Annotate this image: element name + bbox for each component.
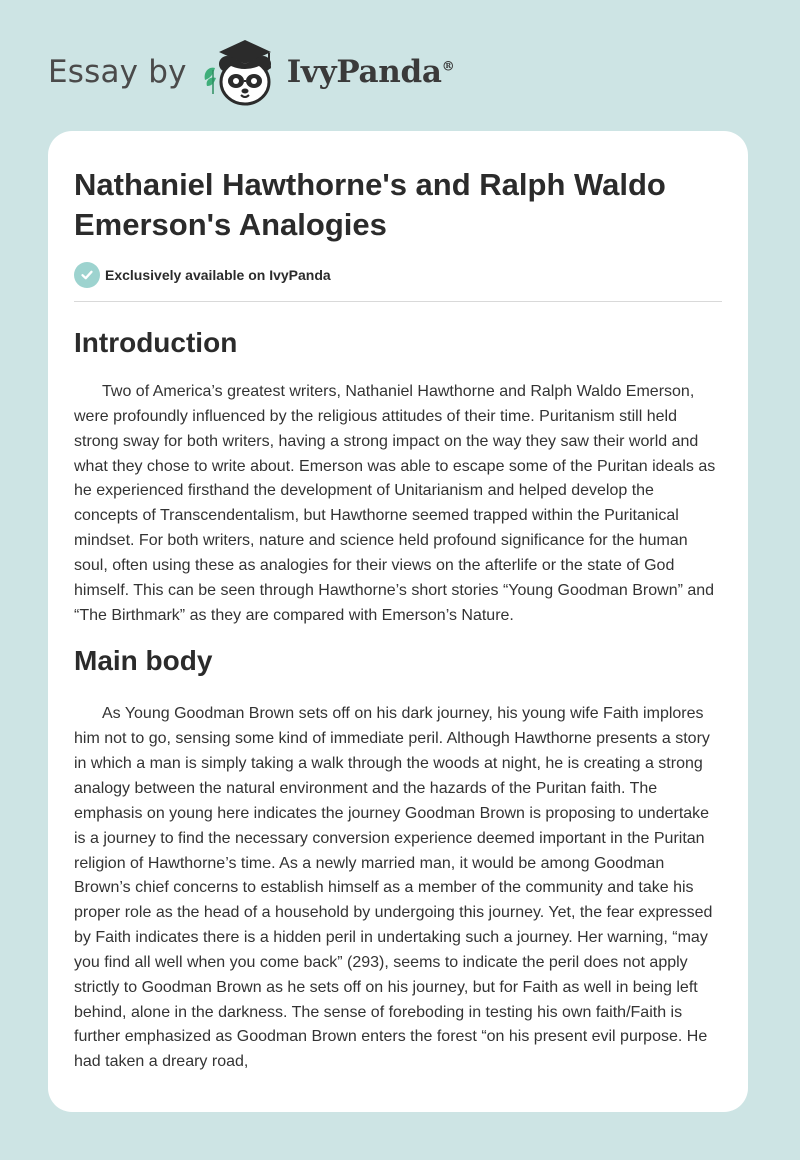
section-paragraph: Two of America’s greatest writers, Nathaniel Hawthorne and Ralph Waldo Emerson, were profoundly influenced by the religious attitudes of their time. Puritanism still held strong sway for both writers, having a strong impact on the way they saw their world and what they chose to write about. Emerson was able to escape some of the Puritan ideals as he experienced firsthand the development of Unitarianism and helped develop the concepts of Transcendentalism, but Hawthorne seemed trapped within the Puritanical mindset. For both writers, nature and science held profound significance for the human soul, often using these as analogies for their views on the afterlife or the state of God himself. This can be seen through Hawthorne’s short stories “Young Goodman Brown” and “The Birthmark” as they are compared with Emerson’s Nature. bbox=[74, 383, 716, 624]
panda-graduate-logo-icon[interactable] bbox=[201, 34, 285, 110]
essay-title: Nathaniel Hawthorne's and Ralph Waldo Emerson's Analogies bbox=[74, 167, 666, 242]
brand-name-text[interactable]: IvyPanda bbox=[286, 54, 442, 90]
brand-name[interactable] bbox=[287, 54, 455, 90]
exclusive-badge-label: Exclusively available on IvyPanda bbox=[105, 267, 331, 283]
registered-mark: ® bbox=[441, 59, 455, 75]
section-introduction bbox=[74, 326, 722, 628]
section-heading: Introduction bbox=[74, 327, 238, 358]
section-paragraph: As Young Goodman Brown sets off on his dark journey, his young wife Faith implores him not to go, sensing some kind of immediate peril. Although Hawthorne presents a story in which a man is simply taking a walk through the woods at night, he is creating a strong analogy between the natural environment and the hazards of the Puritan faith. The emphasis on young here indicates the journey Goodman Brown is proposing to undertake is a journey to find the necessary conversion experience deemed important in the Puritan religion of Hawthorne’s time. As a newly married man, it would be among Goodman Brown’s chief concerns to establish himself as a member of the community and take his proper role as the head of a household by undergoing this journey. Yet, the fear expressed by Faith indicates there is a hidden peril in undertaking such a journey. Her warning, “may you find all well when you come back” (293), seems to indicate the peril does not apply strictly to Goodman Brown as he sets off on his journey, but for Faith as well in being left behind, alone in the darkness. The sense of foreboding in testing his own faith/Faith is further emphasized as Goodman Brown enters the forest “on his present evil purpose. He had taken a dreary road, bbox=[74, 705, 713, 1071]
divider bbox=[74, 301, 722, 302]
exclusive-badge bbox=[74, 262, 722, 288]
essay-card bbox=[48, 131, 748, 1112]
brand-prefix: Essay by bbox=[48, 54, 187, 90]
checkmark-circle-icon bbox=[74, 262, 100, 288]
section-heading: Main body bbox=[74, 645, 213, 677]
section-main-body bbox=[74, 644, 722, 1075]
site-header bbox=[48, 34, 454, 110]
